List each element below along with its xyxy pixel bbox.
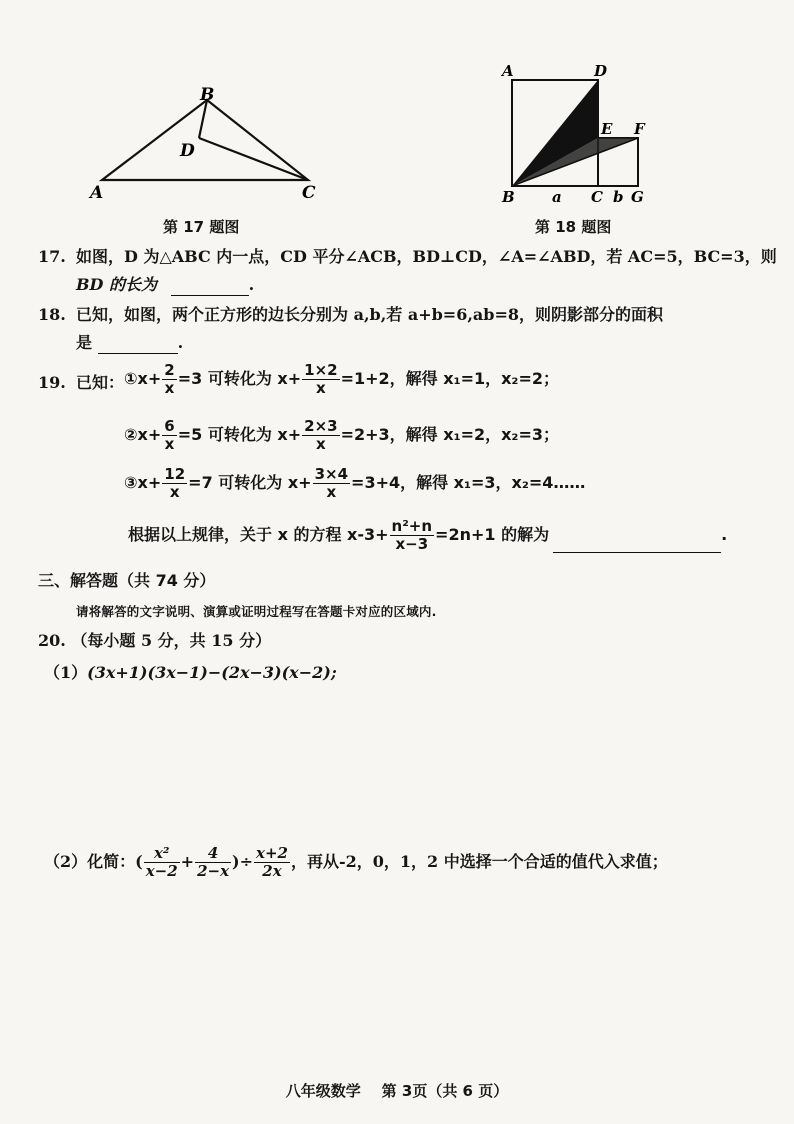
label-d: D xyxy=(180,141,195,161)
q19-row1-frac1-den: x xyxy=(164,379,175,397)
q17-line2-prefix: BD 的长为 xyxy=(76,275,157,294)
q19-row3-lhs: x+ xyxy=(137,473,162,492)
q19-row1-frac1 xyxy=(162,362,176,397)
q20-part1-label: （1） xyxy=(44,663,88,682)
label-a-length: a xyxy=(552,188,562,205)
q19-row3-frac1 xyxy=(162,466,187,501)
q19-row2-frac1-num: 6 xyxy=(164,417,175,435)
q17-number: 17. xyxy=(38,247,66,266)
figure-17 xyxy=(80,80,330,210)
q20-part2 xyxy=(44,845,668,880)
q19-row3-frac2 xyxy=(313,466,350,501)
q19-row3-frac2-num: 3×4 xyxy=(314,465,349,483)
q19-row-2 xyxy=(124,418,559,453)
page-footer: 八年级数学 第 3页（共 6 页） xyxy=(285,1082,509,1100)
q19-row1-marker: ① xyxy=(124,369,138,388)
label-d-vertex: D xyxy=(594,62,608,80)
q19-row-3 xyxy=(124,466,585,501)
q18-number: 18. xyxy=(38,305,66,324)
q17-answer-blank xyxy=(171,277,249,296)
q18-answer-blank xyxy=(98,335,178,354)
q19-row2-frac2-den: x xyxy=(316,435,326,453)
label-a: A xyxy=(90,183,104,203)
q19-row3-mid: =7 可转化为 x+ xyxy=(188,473,312,492)
q20-part2-label: （2）化简：( xyxy=(44,852,143,871)
q19-row2-mid: =5 可转化为 x+ xyxy=(177,425,302,444)
q20-part2-frac1-den: x−2 xyxy=(145,862,178,880)
q19-row1-frac2 xyxy=(302,362,339,397)
q19-row3-frac2-den: x xyxy=(326,483,337,501)
figure-18 xyxy=(500,60,660,205)
label-b: B xyxy=(200,85,215,105)
q20-part2-frac3 xyxy=(254,845,290,880)
q19-conclusion-mid: =2n+1 的解为 xyxy=(435,525,550,544)
section3-note: 请将解答的文字说明、演算或证明过程写在答题卡对应的区域内. xyxy=(76,604,437,619)
q19-row1-frac1-num: 2 xyxy=(164,361,175,379)
q19-intro: 已知： xyxy=(76,373,125,392)
q19-row1-frac2-den: x xyxy=(316,379,326,397)
figure-17-caption: 第 17 题图 xyxy=(163,218,240,236)
q19-row3-frac1-num: 12 xyxy=(164,465,186,483)
section3-title: 三、解答题（共 74 分） xyxy=(38,571,216,590)
q17-line2 xyxy=(76,274,254,296)
q19-row3-marker: ③ xyxy=(124,473,138,492)
label-b-length: b xyxy=(613,188,624,205)
label-e-vertex: E xyxy=(601,120,613,138)
q19-conclusion-end: . xyxy=(721,525,728,544)
q19-row2-rest: =2+3，解得 x₁=2，x₂=3； xyxy=(340,425,559,444)
q20-part2-frac2-num: 4 xyxy=(195,845,231,863)
q19-number: 19. xyxy=(38,373,66,392)
label-c: C xyxy=(302,183,316,203)
q19-row2-frac1 xyxy=(162,418,176,453)
q19-conclusion-frac-num: n²+n xyxy=(391,517,433,535)
q20-part1-expr: (3x+1)(3x−1)−(2x−3)(x−2); xyxy=(87,663,337,682)
label-b-vertex: B xyxy=(502,188,515,205)
q18-line2-prefix: 是 xyxy=(76,333,93,352)
label-f-vertex: F xyxy=(634,120,645,138)
q19-row2-marker: ② xyxy=(124,425,138,444)
q19-row3-rest: =3+4，解得 x₁=3，x₂=4…… xyxy=(351,473,586,492)
q19-conclusion xyxy=(128,518,727,553)
q20-part2-div: )÷ xyxy=(232,852,254,871)
q20-part2-plus: + xyxy=(180,852,195,871)
q20-part2-frac1 xyxy=(144,845,180,880)
q18-line2-suffix: . xyxy=(177,333,184,352)
q20-part2-frac2-den: 2−x xyxy=(197,862,230,880)
q19-row2-frac2 xyxy=(302,418,339,453)
q19-row1-lhs: x+ xyxy=(137,369,162,388)
q19-answer-blank xyxy=(553,534,721,553)
q19-row-1 xyxy=(124,362,559,397)
q20-part2-frac2 xyxy=(195,845,231,880)
q19-row2-lhs: x+ xyxy=(137,425,162,444)
q19-row1-frac2-num: 1×2 xyxy=(304,361,338,379)
q20-part2-rest: ，再从-2，0，1，2 中选择一个合适的值代入求值； xyxy=(290,852,668,871)
q20-part2-frac3-den: 2x xyxy=(262,862,282,880)
q20-title: 20. （每小题 5 分，共 15 分） xyxy=(38,631,272,650)
q19-conclusion-frac-den: x−3 xyxy=(395,535,429,553)
q19-row3-frac1-den: x xyxy=(169,483,180,501)
label-c-vertex: C xyxy=(591,188,603,205)
q17-line1: 如图，D 为△ABC 内一点，CD 平分∠ACB，BD⊥CD，∠A=∠ABD，若 AC=5，BC=3，则 xyxy=(76,247,777,266)
q19-row1-mid: =3 可转化为 x+ xyxy=(177,369,302,388)
q20-part2-frac3-num: x+2 xyxy=(256,844,288,862)
q19-row2-frac1-den: x xyxy=(164,435,175,453)
q19-row2-frac2-num: 2×3 xyxy=(304,417,338,435)
q18-line2 xyxy=(76,332,183,354)
segment-dc xyxy=(199,138,308,180)
q20-part2-frac1-num: x² xyxy=(144,845,180,863)
q17-line2-suffix: . xyxy=(248,275,255,294)
figure-18-caption: 第 18 题图 xyxy=(535,218,612,236)
q19-conclusion-frac xyxy=(390,518,435,553)
q20-part1 xyxy=(44,662,337,684)
label-g-vertex: G xyxy=(631,188,644,205)
q19-row1-rest: =1+2，解得 x₁=1，x₂=2； xyxy=(340,369,559,388)
q18-line1: 已知，如图，两个正方形的边长分别为 a,b,若 a+b=6,ab=8，则阴影部分的面积 xyxy=(76,305,664,324)
q19-conclusion-pre: 根据以上规律，关于 x 的方程 x-3+ xyxy=(128,525,389,544)
label-a-vertex: A xyxy=(502,62,514,80)
